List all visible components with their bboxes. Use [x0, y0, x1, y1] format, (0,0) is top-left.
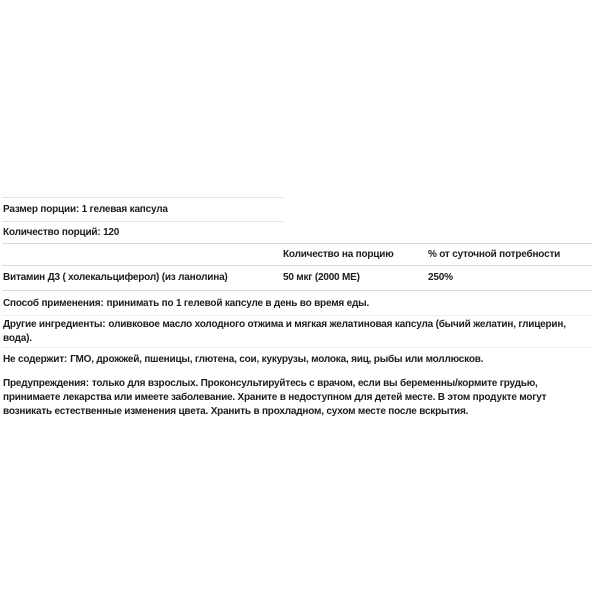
free-of-paragraph — [2, 348, 592, 367]
supplement-facts-panel — [2, 197, 592, 419]
warnings-text: только для взрослых. Проконсультируйтесь с врачом, если вы беременны/кормите грудью, принимаете лекарства или имеете заболевание. Храните в недоступном для детей месте. В этом продукте могут возникать естественные изменения цвета. Хранить в прохладном, сухом месте после вскрытия. — [3, 378, 547, 417]
serving-size-row — [2, 197, 283, 221]
servings-count-text: Количество порций: 120 — [3, 227, 120, 238]
daily-value-header: % от суточной потребности — [428, 249, 561, 260]
other-ingredients-paragraph — [2, 316, 592, 348]
nutrient-table-header — [2, 244, 592, 266]
directions-paragraph — [2, 291, 592, 316]
warnings-paragraph — [2, 377, 592, 419]
directions-text: принимать по 1 гелевой капсуле в день во время еды. — [106, 298, 370, 309]
other-ingredients-text: оливковое масло холодного отжима и мягкая желатиновая капсула (бычий желатин, глицерин, вода). — [3, 319, 566, 344]
serving-size-text: Размер порции: 1 гелевая капсула — [3, 204, 168, 215]
nutrient-name: Витамин Д3 ( холекальциферол) (из ланолина) — [3, 272, 228, 283]
other-ingredients-label: Другие ингредиенты: — [3, 319, 106, 330]
table-row-vitamin-d3 — [2, 266, 592, 290]
directions-label: Способ применения: — [3, 298, 104, 309]
amount-per-serving-header: Количество на порцию — [283, 249, 394, 260]
nutrient-table — [2, 243, 592, 291]
nutrient-daily-value: 250% — [428, 272, 453, 283]
free-of-text: ГМО, дрожжей, пшеницы, глютена, сои, кукурузы, молока, яиц, рыбы или моллюсков. — [70, 354, 484, 365]
warnings-label: Предупреждения: — [3, 378, 89, 389]
free-of-label: Не содержит: — [3, 354, 68, 365]
nutrient-amount: 50 мкг (2000 МЕ) — [283, 272, 360, 283]
servings-count-row — [2, 221, 283, 243]
header-spacer-cell — [2, 248, 283, 262]
